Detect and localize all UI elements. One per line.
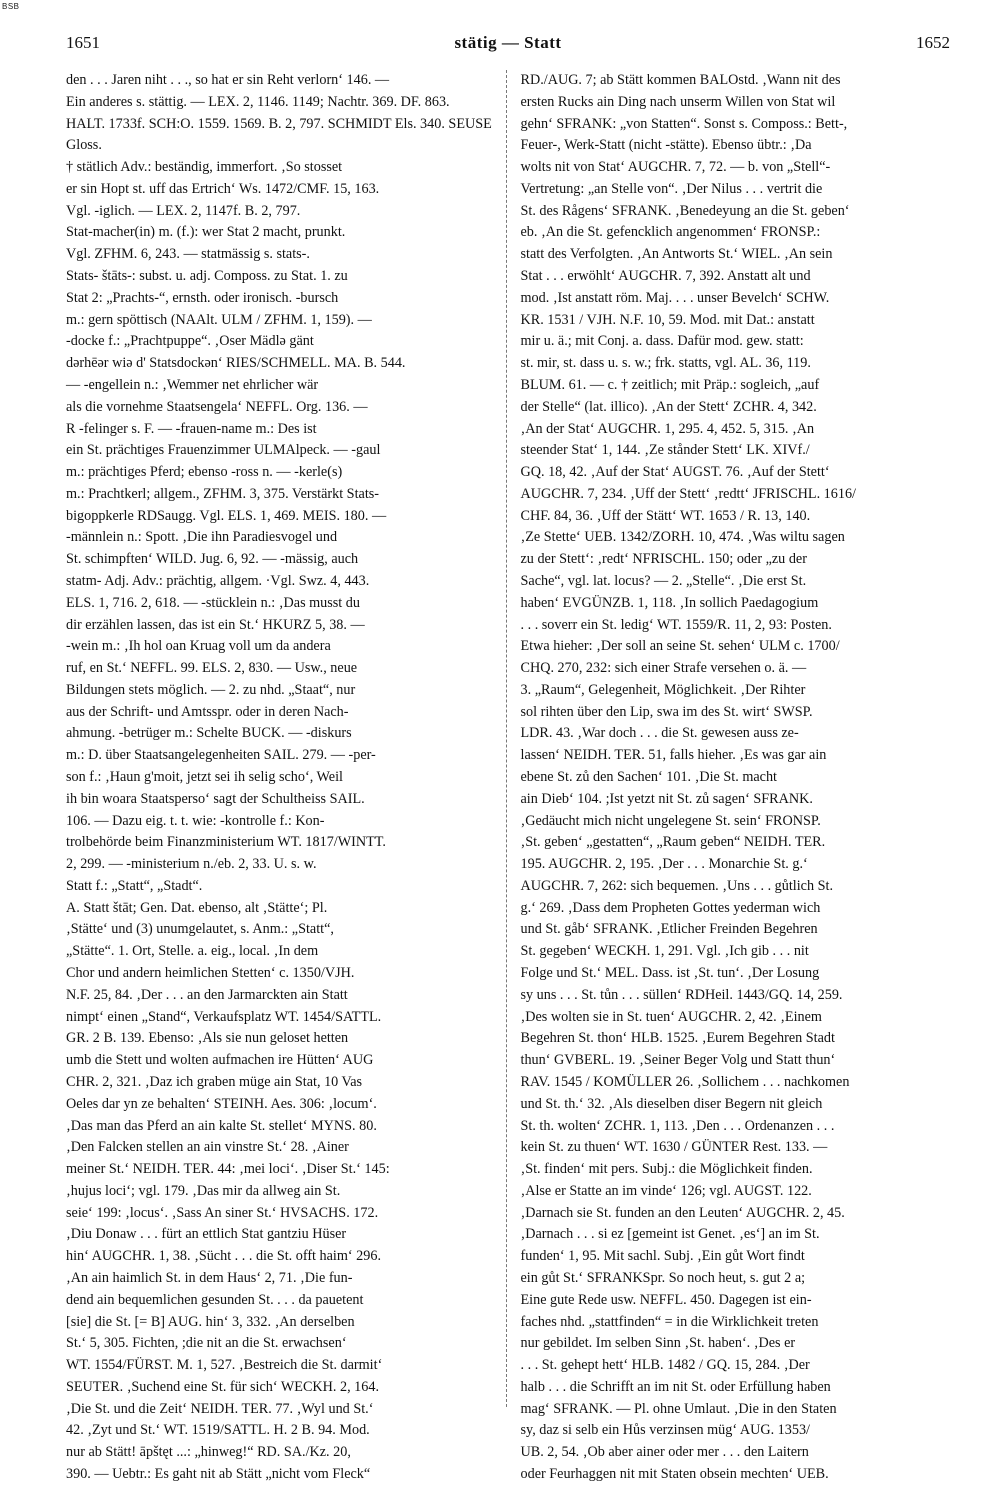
text-line: — -engellein n.: ‚Wemmer net ehrlicher wär: [66, 376, 319, 393]
text-line: Stat 2: „Prachts-“, ernsth. oder ironisch. -bursch: [66, 289, 339, 306]
text-line: meiner St.‘ NEIDH. TER. 44: ‚mei loci‘. ‚Diser St.‘ 145:: [66, 1161, 390, 1178]
text-line: son f.: ‚Haun g'moit, jetzt sei ih selig scho‘, Weil: [66, 769, 343, 785]
text-line: St.‘ 5, 305. Fichten, ;die nit an die St. erwachsen‘: [66, 1335, 347, 1352]
text-line: m.: gern spöttisch (NAAlt. ULM / ZFHM. 1, 159). —: [66, 311, 372, 328]
text-line: BLUM. 61. — c. † zeitlich; mit Präp.: sogleich, „auf: [520, 376, 820, 393]
text-line: und St. th.‘ 32. ‚Als dieselben diser Begern nit gleich: [520, 1095, 823, 1112]
text-line: 42. ‚Zyt und St.‘ WT. 1519/SATTL. H. 2 B. 94. Mod.: [66, 1422, 370, 1439]
text-line: ruf, en St.‘ NEFFL. 99. ELS. 2, 830. — Usw., neue: [66, 660, 358, 677]
text-line: haben‘ EVGÜNZB. 1, 118. ‚In sollich Paedagogium: [520, 594, 819, 611]
text-line: ELS. 1, 716. 2, 618. — -stücklein n.: ‚Das musst du: [66, 594, 360, 611]
text-line: ‚Diu Donaw . . . fürt an ettlich Stat gantziu Hüser: [66, 1226, 347, 1243]
text-line: lassen‘ NEIDH. TER. 51, falls hieher. ‚Es was gar ain: [520, 747, 827, 764]
text-line: dir erzählen lassen, das ist ein St.‘ HKURZ 5, 38. —: [66, 616, 365, 633]
text-line: dend ain bequemlichen gesunden St. . . . da pauetent: [66, 1291, 364, 1308]
text-line: 106. — Dazu eig. t. t. wie: -kontrolle f.: Kon-: [66, 812, 325, 829]
text-line: Stat-macher(in) m. (f.): wer Stat 2 macht, prunkt.: [66, 224, 346, 241]
text-line: trolbehörde beim Finanzministerium WT. 1817/WINTT.: [66, 834, 386, 851]
text-line: 195. AUGCHR. 2, 195. ‚Der . . . Monarchie St. g.‘: [520, 856, 808, 873]
text-line: Begehren St. thon‘ HLB. 1525. ‚Eurem Begehren Stadt: [520, 1030, 835, 1047]
text-line: ein St. prächtiges Frauenzimmer ULMAlpeck. — -gaul: [66, 442, 381, 459]
text-line: st. mir, st. dass u. s. w.; frk. statts, vgl. AL. 36, 119.: [520, 355, 811, 372]
text-line: Etwa hieher: ‚Der soll an seine St. sehen‘ ULM c. 1700/: [520, 638, 840, 655]
text-line: ‚An der Stat‘ AUGCHR. 1, 295. 4, 452. 5, 315. ‚An: [520, 420, 815, 437]
text-line: mir u. ä.; mit Conj. a. dass. Dafür mod. gew. statt:: [520, 333, 804, 350]
text-line: ebene St. zů den Sachen‘ 101. ‚Die St. macht: [520, 769, 777, 785]
text-line: oder Feurhaggen nit mit Staten obsein mechten‘ UEB.: [520, 1466, 829, 1482]
text-line: sy uns . . . St. tůn . . . süllen‘ RDHeil. 1443/GQ. 14, 259.: [520, 986, 843, 1003]
text-line: Vertretung: „an Stelle von“. ‚Der Nilus . . . vertrit die: [520, 180, 823, 197]
text-line: ersten Rucks ain Ding nach unserm Willen von Stat wil: [520, 93, 836, 110]
text-line: nur ab Stätt! āpštęt ...: „hinweg!“ RD. SA./Kz. 20,: [66, 1444, 351, 1461]
text-line: KR. 1531 / VJH. N.F. 10, 59. Mod. mit Dat.: anstatt: [520, 311, 815, 328]
text-line: er sin Hopt st. uff das Ertrich‘ Ws. 1472/CMF. 15, 163.: [66, 180, 380, 197]
text-line: hin‘ AUGCHR. 1, 38. ‚Sücht . . . die St. offt haim‘ 296.: [66, 1248, 382, 1265]
text-line: ‚Des wolten sie in St. tuen‘ AUGCHR. 2, 42. ‚Einem: [520, 1008, 822, 1025]
text-line: zu der Stett‘: ‚redt‘ NFRISCHL. 150; oder „zu der: [520, 551, 807, 568]
text-line: ein gůt St.‘ SFRANKSpr. So noch heut, s. gut 2 a;: [520, 1269, 806, 1286]
text-line: faches nhd. „stattfinden“ = in die Wirklichkeit treten: [520, 1313, 819, 1330]
text-line: CHF. 84, 36. ‚Uff der Stätt‘ WT. 1653 / R. 13, 140.: [520, 507, 811, 524]
text-line: WT. 1554/FÜRST. M. 1, 527. ‚Bestreich die St. darmit‘: [66, 1357, 383, 1374]
text-line: Oeles dar yn ze behalten‘ STEINH. Aes. 306: ‚locum‘.: [66, 1095, 377, 1112]
running-title: stätig — Statt: [454, 33, 562, 52]
text-line: -männlein n.: Spott. ‚Die ihn Paradiesvogel und: [66, 529, 338, 546]
text-line: HALT. 1733f. SCH:O. 1559. 1569. B. 2, 797. SCHMIDT Els. 340. SEUSE: [66, 115, 492, 132]
text-line: Folge und St.‘ MEL. Dass. ist ‚St. tun‘. ‚Der Losung: [520, 965, 820, 982]
text-line: ‚An ain haimlich St. in dem Haus‘ 2, 71. ‚Die fun-: [66, 1269, 353, 1286]
text-line: „Stätte“. 1. Ort, Stelle. a. eig., local. ‚In dem: [66, 943, 319, 960]
text-line: St. des Rågens‘ SFRANK. ‚Benedeyung an die St. geben‘: [520, 202, 850, 219]
text-line: -docke f.: „Prachtpuppe“. ‚Oser Mädlə gänt: [66, 333, 314, 350]
text-line: SEUTER. ‚Suchend eine St. für sich‘ WECKH. 2, 164.: [66, 1378, 380, 1395]
text-line: und St. gåb‘ SFRANK. ‚Etlicher Freinden Begehren: [520, 921, 818, 938]
text-line: statm- Adj. Adv.: prächtig, allgem. ·Vgl. Swz. 4, 443.: [66, 572, 370, 589]
text-line: Eine gute Rede usw. NEFFL. 450. Dagegen ist ein-: [520, 1291, 812, 1308]
text-line: † stätlich Adv.: beständig, immerfort. ‚So stosset: [66, 159, 343, 176]
text-line: ‚Darnach . . . si ez [gemeint ist Genet. ‚es‘] an im St.: [520, 1226, 820, 1243]
text-line: A. Statt štāt; Gen. Dat. ebenso, alt ‚Stätte‘; Pl.: [66, 899, 328, 916]
text-line: Statt f.: „Statt“, „Stadt“.: [66, 877, 203, 894]
text-line: statt des Verfolgten. ‚An Antworts St.‘ WIEL. ‚An sein: [520, 246, 833, 263]
text-line: umb die Stett und wolten aufmachen ire Hütten‘ AUG: [66, 1052, 374, 1069]
text-line: Bildungen stets möglich. — 2. zu nhd. „Staat“, nur: [66, 681, 356, 698]
text-line: Vgl. ZFHM. 6, 243. — statmässig s. stats-.: [66, 246, 310, 263]
text-columns: [66, 70, 950, 1482]
text-line: ‚Den Falcken stellen an ain vinstre St.‘ 28. ‚Ainer: [66, 1139, 349, 1156]
text-line: GQ. 18, 42. ‚Auf der Stat‘ AUGST. 76. ‚Auf der Stett‘: [520, 464, 830, 481]
text-line: der Stelle“ (lat. illico). ‚An der Stett‘ ZCHR. 4, 342.: [520, 398, 817, 415]
text-line: CHR. 2, 321. ‚Daz ich graben müge ain Stat, 10 Vas: [66, 1073, 363, 1090]
text-line: Vgl. -iglich. — LEX. 2, 1147f. B. 2, 797.: [66, 202, 301, 219]
text-line: St. gegeben‘ WECKH. 1, 291. Vgl. ‚Ich gib . . . nit: [520, 943, 809, 960]
text-line: bigoppkerle RDSaugg. Vgl. ELS. 1, 469. MEIS. 180. —: [66, 507, 387, 524]
text-line: ‚Die St. und die Zeit‘ NEIDH. TER. 77. ‚Wyl und St.‘: [66, 1400, 374, 1417]
page-number-right: 1652: [915, 33, 950, 52]
text-line: g.‘ 269. ‚Dass dem Propheten Gottes yederman wich: [520, 899, 821, 916]
text-line: . . . St. gehept hett‘ HLB. 1482 / GQ. 15, 284. ‚Der: [520, 1357, 810, 1374]
text-line: m.: D. über Staatsangelegenheiten SAIL. 279. — -per-: [66, 747, 376, 764]
text-line: ‚Gedäucht mich nicht ungelegene St. sein‘ FRONSP.: [520, 812, 821, 829]
text-line: den . . . Jaren niht . . ., so hat er sin Reht verlorn‘ 146. —: [66, 72, 390, 88]
text-line: eb. ‚An die St. gefencklich angenommen‘ FRONSP.:: [520, 224, 821, 241]
text-line: funden‘ 1, 95. Mit sachl. Subj. ‚Ein gůt Wort findt: [520, 1248, 805, 1265]
text-line: dərhēər wiə d' Statsdockən‘ RIES/SCHMELL. MA. B. 544.: [66, 355, 406, 372]
text-line: 3. „Raum“, Gelegenheit, Möglichkeit. ‚Der Rihter: [520, 681, 806, 698]
text-line: ‚St. geben‘ „gestatten“, „Raum geben“ NEIDH. TER.: [520, 834, 826, 851]
text-line: LDR. 43. ‚War doch . . . die St. gewesen auss ze-: [520, 725, 799, 742]
text-line: ain Dieb‘ 104. ;Ist yetzt nit St. zů sagen‘ SFRANK.: [520, 790, 813, 807]
text-line: ahmung. -betrüger m.: Schelte BUCK. — -diskurs: [66, 725, 352, 742]
text-line: N.F. 25, 84. ‚Der . . . an den Jarmarckten ain Statt: [66, 986, 348, 1003]
text-line: seie‘ 199: ‚locus‘. ‚Sass An siner St.‘ HVSACHS. 172.: [66, 1204, 379, 1221]
text-line: kein St. zu thuen‘ WT. 1630 / GÜNTER Rest. 133. —: [520, 1139, 828, 1156]
text-line: Chor und andern heimlichen Stetten‘ c. 1350/VJH.: [66, 965, 355, 982]
text-line: m.: Prachtkerl; allgem., ZFHM. 3, 375. Verstärkt Stats-: [66, 485, 380, 502]
text-line: ‚Stätte‘ und (3) unumgelautet, s. Anm.: „Statt“,: [66, 921, 334, 938]
text-line: . . . soverr ein St. ledig‘ WT. 1559/R. 11, 2, 93: Posten.: [520, 616, 832, 633]
text-line: GR. 2 B. 139. Ebenso: ‚Als sie nun geloset hetten: [66, 1030, 349, 1047]
text-line: Sache“, vgl. lat. locus? — 2. „Stelle“. ‚Die erst St.: [520, 572, 807, 589]
text-line: Feuer-, Werk-Statt (nicht -stätte). Ebenso übtr.: ‚Da: [520, 137, 812, 154]
text-line: ‚Alse er Statte an im vinde‘ 126; vgl. AUGST. 122.: [520, 1182, 812, 1199]
text-line: Gloss.: [66, 137, 102, 154]
text-line: nur gebildet. Im selben Sinn ‚St. haben‘. ‚Des er: [520, 1335, 796, 1352]
text-line: ‚St. finden‘ mit pers. Subj.: die Möglichkeit finden.: [520, 1161, 813, 1178]
text-line: ih bin woara Staatsperso‘ sagt der Schultheiss SAIL.: [66, 790, 365, 807]
left-column: [66, 70, 507, 1482]
text-line: Stats- štāts-: subst. u. adj. Composs. zu Stat. 1. zu: [66, 268, 348, 285]
text-line: sol rihten über den Lip, swa im des St. wirt‘ SWSP.: [520, 703, 813, 720]
text-line: AUGCHR. 7, 262: sich bequemen. ‚Uns . . . gůtlich St.: [520, 877, 833, 894]
text-line: nimpt‘ einen „Stand“, Verkaufsplatz WT. 1454/SATTL.: [66, 1008, 382, 1025]
right-column: [520, 70, 951, 1482]
text-line: 2, 299. — -ministerium n./eb. 2, 33. U. s. w.: [66, 856, 317, 873]
text-line: mod. ‚Ist anstatt röm. Maj. . . . unser Bevelch‘ SCHW.: [520, 289, 830, 306]
text-line: ‚Das man das Pferd an ain kalte St. stellet‘ MYNS. 80.: [66, 1117, 377, 1134]
text-line: AUGCHR. 7, 234. ‚Uff der Stett‘ ‚redtt‘ JFRISCHL. 1616/: [520, 485, 856, 502]
text-line: St. schimpften‘ WILD. Jug. 6, 92. — -mässig, auch: [66, 551, 359, 568]
library-stamp: BSB: [2, 2, 20, 11]
text-line: CHQ. 270, 232: sich einer Strafe versehen o. ä. —: [520, 660, 807, 677]
text-line: ‚Darnach sie St. funden an den Leuten‘ AUGCHR. 2, 45.: [520, 1204, 845, 1221]
text-line: mag‘ SFRANK. — Pl. ohne Umlaut. ‚Die in den Staten: [520, 1400, 837, 1417]
text-line: als die vornehme Staatsengela‘ NEFFL. Org. 136. —: [66, 398, 368, 415]
text-line: [sie] die St. [= B] AUG. hin‘ 3, 332. ‚An derselben: [66, 1313, 355, 1330]
text-line: St. th. wolten‘ ZCHR. 1, 113. ‚Den . . . Ordenanzen . . .: [520, 1117, 835, 1134]
page-number-left: 1651: [66, 33, 100, 52]
text-line: sy, daz si selb ein Hůs verzinsen müg‘ AUG. 1353/: [520, 1422, 810, 1439]
text-line: ‚hujus loci‘; vgl. 179. ‚Das mir da allweg ain St.: [66, 1182, 341, 1199]
text-line: steender Stat‘ 1, 144. ‚Ze stånder Stett‘ LK. XIVf./: [520, 442, 810, 459]
text-line: m.: prächtiges Pferd; ebenso -ross n. — -kerle(s): [66, 464, 343, 481]
text-line: 390. — Uebtr.: Es gaht nit ab Stätt „nicht vom Fleck“: [66, 1466, 371, 1482]
text-line: -wein m.: ‚Ih hol oan Kruag voll um da andera: [66, 638, 331, 655]
text-line: gehn‘ SFRANK: „von Statten“. Sonst s. Composs.: Bett-,: [520, 115, 848, 132]
text-line: wolts nit von Stat‘ AUGCHR. 7, 72. — b. von „Stell“-: [520, 159, 831, 176]
text-line: UB. 2, 54. ‚Ob aber ainer oder mer . . . den Laitern: [520, 1444, 809, 1461]
text-line: Ein anderes s. stättig. — LEX. 2, 1146. 1149; Nachtr. 369. DF. 863.: [66, 93, 450, 110]
text-line: RAV. 1545 / KOMÜLLER 26. ‚Sollichem . . . nachkomen: [520, 1073, 850, 1090]
text-line: R -felinger s. F. — -frauen-name m.: Des ist: [66, 420, 317, 437]
text-line: aus der Schrift- und Amtsspr. oder in deren Nach-: [66, 703, 349, 720]
page-header: [66, 28, 950, 58]
text-line: thun‘ GVBERL. 19. ‚Seiner Beger Volg und Statt thun‘: [520, 1052, 836, 1069]
text-line: Stat . . . erwöhlt‘ AUGCHR. 7, 392. Anstatt alt und: [520, 268, 811, 285]
text-line: halb . . . die Schrifft an im nit St. oder Erfüllung haben: [520, 1378, 831, 1395]
text-line: RD./AUG. 7; ab Stätt kommen BALOstd. ‚Wann nit des: [520, 72, 841, 88]
text-line: ‚Ze Stette‘ UEB. 1342/ZORH. 10, 474. ‚Was wiltu sagen: [520, 529, 845, 546]
